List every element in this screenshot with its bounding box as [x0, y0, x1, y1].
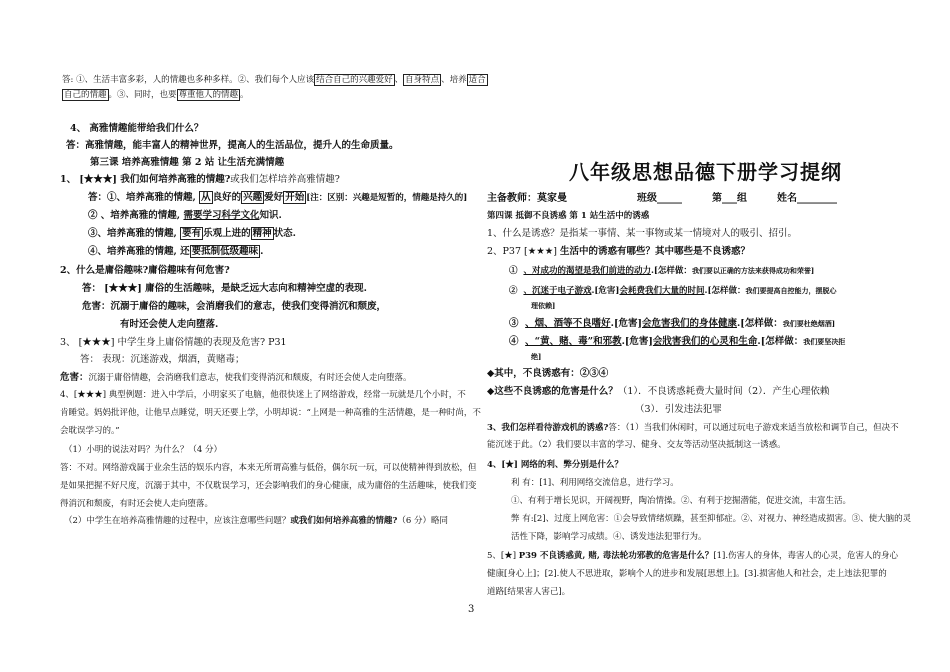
temptation-item-3: ③ 、烟、酒等不良嗜好.[危害]会危害我们的身体健康.[怎样做：我们要杜绝烟酒] [509, 318, 836, 329]
lesson-4-heading: 第四课 抵御不良诱惑 第 1 站生活中的诱惑 [487, 211, 650, 221]
question-3: 3、 [★★★] 中学生身上庸俗情趣的表现及危害? P31 [60, 337, 287, 348]
page-number: 3 [468, 604, 475, 615]
temptation-item-1: ① 、对成功的渴望是我们前进的动力.[怎样做：我们要以正确的方法来获得成功和荣誉] [509, 266, 815, 276]
sub-answer-1-line-1: 答：不对。网络游戏属于业余生活的娱乐内容，本来无所谓高雅与低俗，偶尔玩一玩，可以使精神得到放松，但 [60, 463, 477, 473]
group-label: 第___组 [712, 193, 747, 204]
answer-4: 答：高雅情趣，能丰富人的精神世界，提高人的生活品位，提升人的生命质量。 [66, 140, 399, 151]
lesson-3-heading: 第三课 培养高雅情趣 第 2 站 让生活充满情趣 [90, 157, 285, 168]
answer-2-line-1: 答： [★★★] 庸俗的生活趣味，是缺乏远大志向和精神空虚的表现. [82, 283, 367, 294]
name-label: 姓名________ [777, 193, 837, 204]
network-benefit-line-2: ①、有利于增长见识，开阔视野，陶冶情操。②、有利于挖掘潜能，促进交流，丰富生活。 [511, 496, 852, 506]
sub-question-1: （1）小明的说法对吗？为什么？（4 分） [64, 445, 223, 455]
harm-line-2: （3）．引发违法犯罪 [635, 404, 722, 415]
question-2: 2、什么是庸俗趣味?庸俗趣味有何危害? [60, 265, 230, 276]
right-answer-5-line-2: 健康[身心上]；[2].使人不思进取，影响个人的进步和发展[思想上]。[3].损害他人和社会，走上违法犯罪的 [487, 569, 887, 579]
temptation-item-2-cont: 理依赖] [531, 301, 556, 310]
question-1: 1、 [★★★] 我们如何培养高雅的情趣?或我们怎样培养高雅情趣? [60, 174, 340, 185]
network-benefit-line-1: 利 有：[1]、利用网络交流信息，进行学习。 [511, 478, 679, 488]
right-question-4: 4、[★] 网络的利、弊分别是什么？ [487, 460, 623, 470]
answer-top-line-2: 自己的情趣 。③、同时，也要 尊重他人的情趣 。 [64, 90, 249, 100]
question-4b-line-2: 肯睡觉。妈妈批评他，让他早点睡觉，明天还要上学，小明却说：“上网是一种高雅的生活情趣，是一种时尚，不 [60, 408, 481, 418]
answer-2-line-3: 有时还会使人走向堕落. [120, 319, 219, 330]
teacher-label: 主备教师：莫家曼 [487, 193, 567, 204]
question-4: 4、 高雅情趣能带给我们什么？ [70, 123, 204, 134]
right-question-3: 3、我们怎样看待游戏机的诱惑?答：（1）当我们休闲时，可以通过玩电子游戏来适当放松和调节自己，但决不 [487, 423, 899, 433]
answer-1-item-3: ③、培养高雅的情趣, 要有 乐观上进的 精神 状态. [88, 228, 296, 239]
answer-top-line-1: 答: ①、生活丰富多彩，人的情趣也多种多样。②、我们每个人应该 结合自己的兴趣爱好 、 自身特点 、培养 适合 [62, 75, 486, 85]
bad-temptation-list: ◆其中，不良诱惑有：②③④ [487, 368, 609, 379]
temptation-item-4-cont: 绝] [531, 352, 542, 361]
page-title: 八年级思想品德下册学习提纲 [569, 160, 842, 184]
answer-3-line-2: 危害：沉溺于庸俗情趣，会消磨我们意志，使我们变得消沉和颓废，有时还会使人走向堕落。 [60, 372, 412, 383]
question-4b-line-1: 4、[★★★] 典型例题：进入中学后，小明家买了电脑，他很快迷上了网络游戏，经常一玩就是几个小时，不 [60, 390, 466, 400]
right-question-5: 5、[★] P39 不良诱惑黄, 赌, 毒法轮功邪教的危害是什么？[1].伤害人的身体，毒害人的心灵，危害人的身心 [487, 551, 899, 561]
question-4b-line-3: 会耽误学习的。” [60, 426, 120, 436]
network-harm-line-1: 弊 有:[2]、过度上网危害：①会导致情绪烦躁，甚至抑郁症。②、对视力、神经造成损害。③、使大脑的灵 [511, 514, 912, 524]
answer-1-item-2: ② 、培养高雅的情趣, 需要学习科学文化知识. [88, 210, 282, 221]
sub-question-2: （2）中学生在培养高雅情趣的过程中，应该注意哪些问题？或我们如何培养高雅的情趣?（6 分）略同 [64, 516, 449, 526]
right-answer-3-line-2: 能沉迷于此。（2）我们要以丰富的学习、健身、交友等活动坚决抵制这一诱惑。 [487, 440, 786, 450]
network-harm-line-2: 活性下降，影响学习成绩。④、诱发违法犯罪行为。 [511, 532, 707, 542]
harm-line-1: ◆这些不良诱惑的危害是什么？（1）．不良诱惑耗费大量时间（2）．产生心理依赖 [487, 386, 830, 397]
answer-1-item-1: 答：①、培养高雅的情趣, 从 良好的 兴趣 爱好 开始 [注：区别：兴趣是短暂的，情趣是持久的] [88, 192, 468, 203]
right-question-1: 1、什么是诱惑？是指某一事情、某一事物或某一情境对人的吸引、招引。 [487, 228, 798, 239]
sub-answer-1-line-2: 是如果把握不好尺度，沉溺于其中，不仅耽误学习，还会影响我们的身心健康，成为庸俗的生活趣味，使我们变 [60, 481, 477, 491]
right-question-2: 2、P37 [★★★] 生活中的诱惑有哪些？其中哪些是不良诱惑？ [487, 246, 751, 257]
temptation-item-2: ② 、沉迷于电子游戏.[危害]会耗费我们大量的时间.[怎样做：我们要提高自控能力，摆脱心 [509, 286, 837, 296]
answer-3-line-1: 答： 表现：沉迷游戏，烟酒，黄赌毒； [80, 354, 245, 365]
class-label: 班级_____ [637, 193, 682, 204]
sub-answer-1-line-3: 得消沉和颓废，有时还会使人走向堕落。 [60, 499, 214, 509]
answer-2-line-2: 危害：沉溺于庸俗的趣味，会消磨我们的意志，使我们变得消沉和颓废， [82, 301, 387, 312]
temptation-item-4: ④ 、“黄、赌、毒”和邪教.[危害]会戕害我们的心灵和生命.[怎样做：我们要坚决拒 [509, 336, 846, 347]
right-answer-5-line-3: 道路[结果害人害己]。 [487, 587, 571, 597]
answer-1-item-4: ④、培养高雅的情趣, 还 要抵制低级趣味 . [88, 246, 264, 257]
